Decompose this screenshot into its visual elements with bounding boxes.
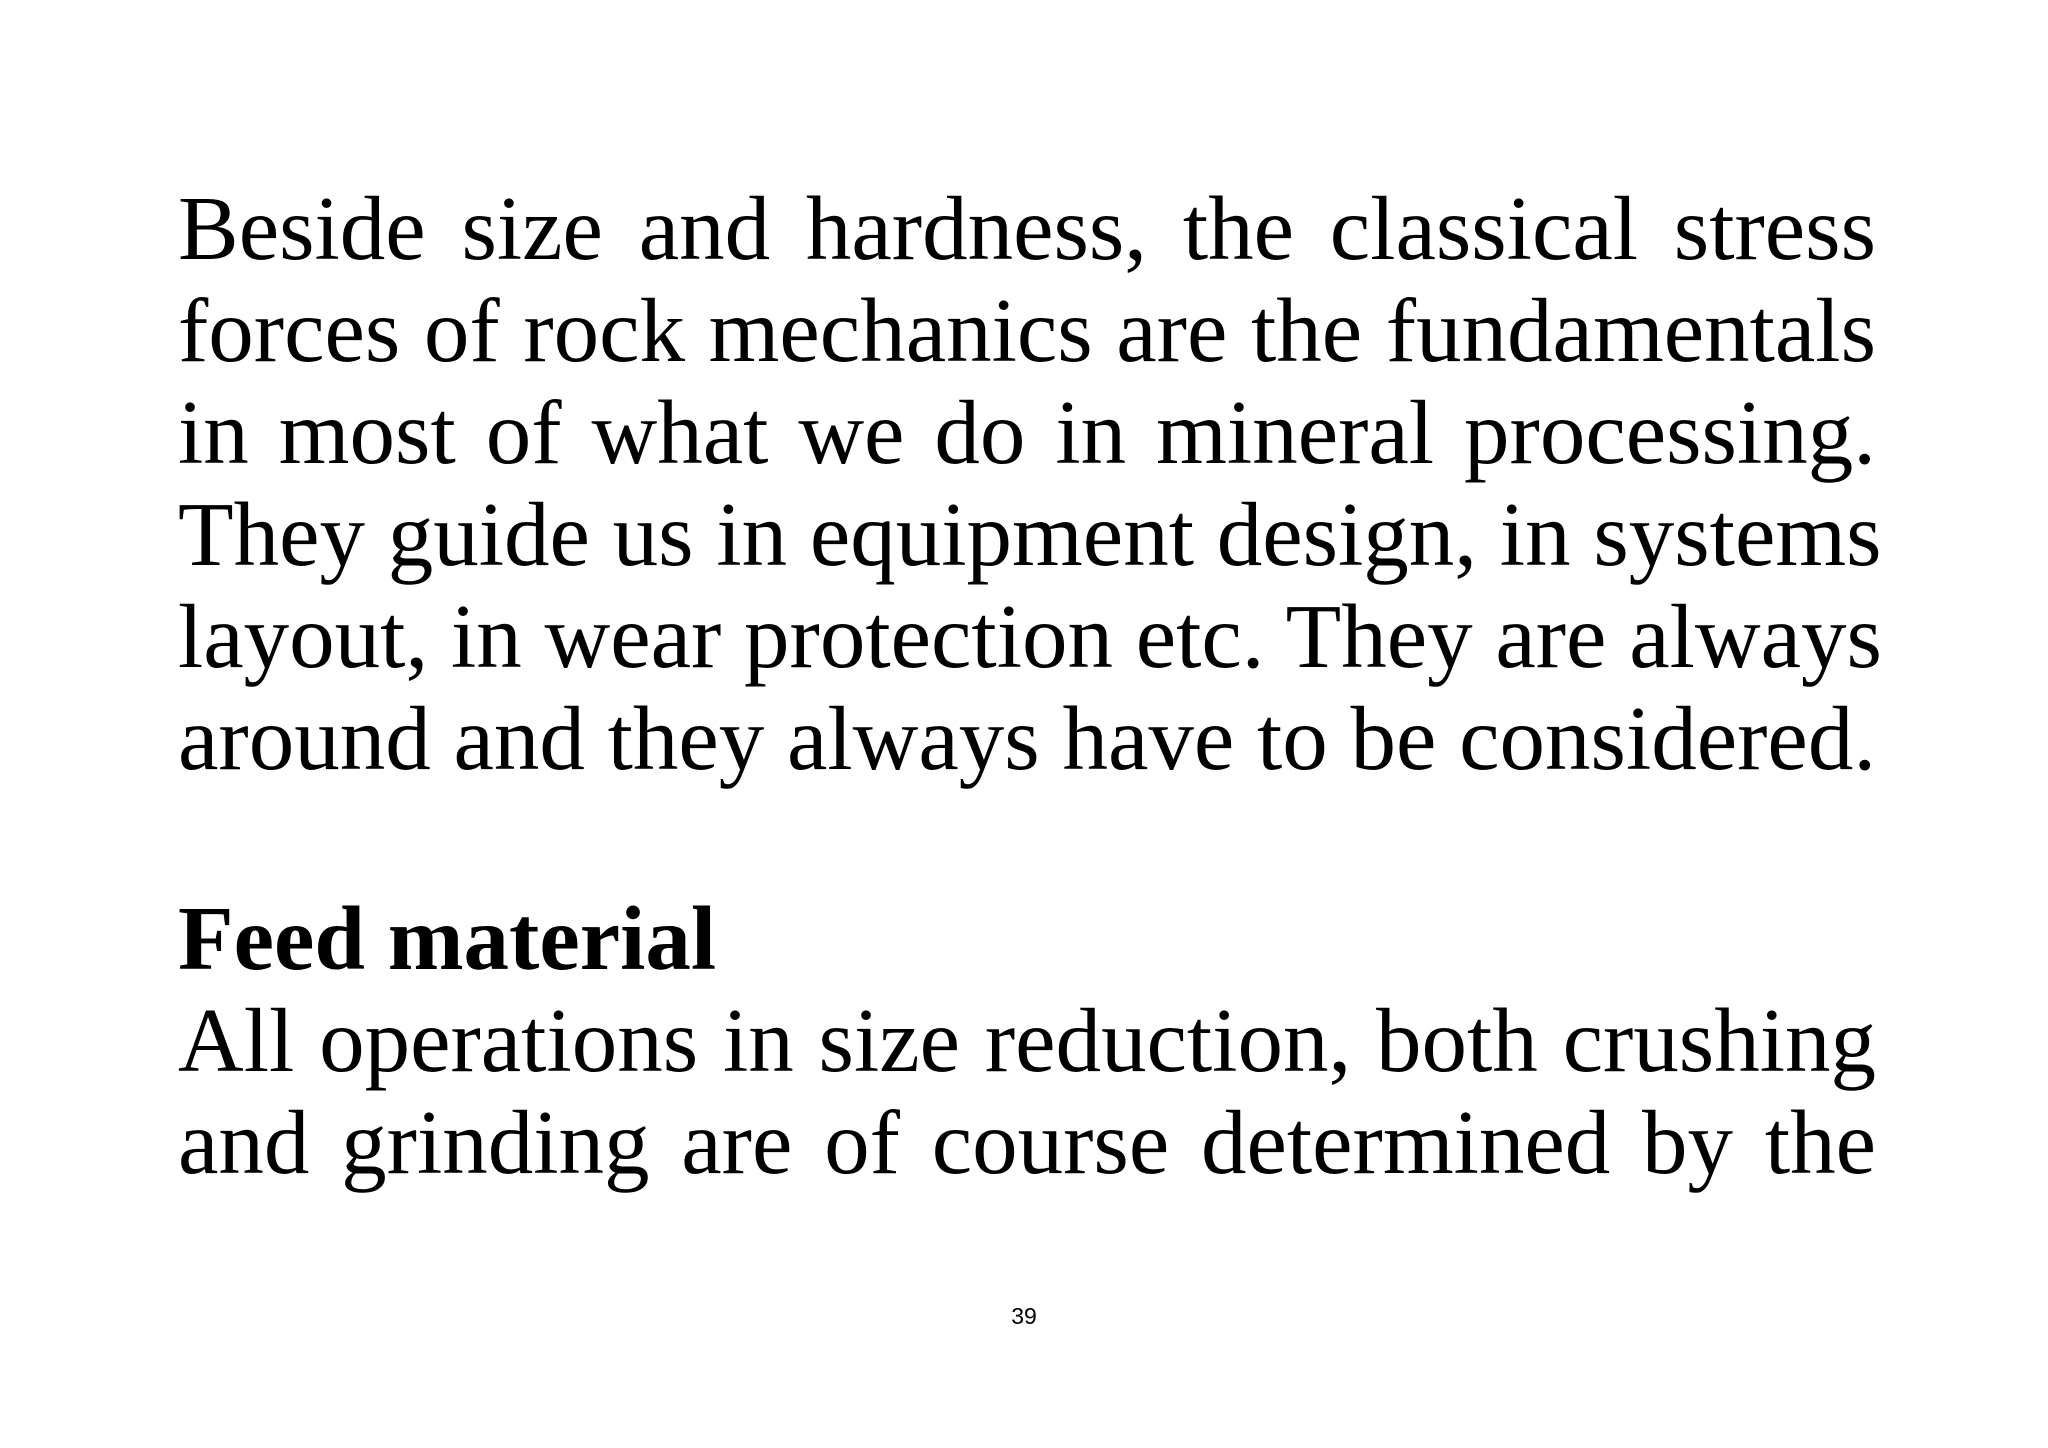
- section-heading: Feed material: [178, 888, 717, 989]
- paragraph-line: layout, in wear protection etc. They are always: [178, 586, 1882, 687]
- paragraph-line: Beside size and hardness, the classical stress: [178, 178, 1876, 279]
- paragraph-line: They guide us in equipment design, in systems: [178, 484, 1882, 585]
- paragraph-line: All operations in size reduction, both crushing: [178, 990, 1876, 1091]
- paragraph-stress-forces: [178, 178, 1882, 790]
- paragraph-feed-material: [178, 990, 1876, 1194]
- paragraph-line: forces of rock mechanics are the fundamentals: [178, 280, 1876, 381]
- paragraph-line: and grinding are of course determined by the: [178, 1092, 1876, 1193]
- page-number: 39: [1011, 1303, 1037, 1329]
- paragraph-line: around and they always have to be considered.: [178, 688, 1877, 789]
- paragraph-line: in most of what we do in mineral processing.: [178, 382, 1876, 483]
